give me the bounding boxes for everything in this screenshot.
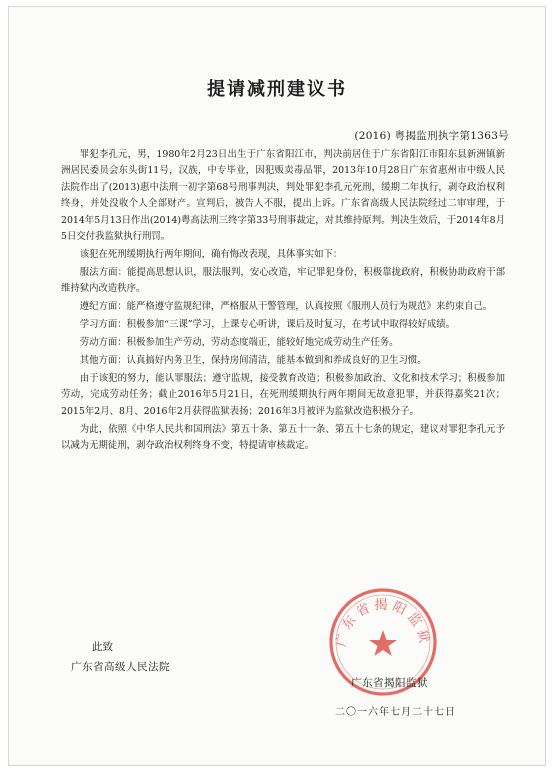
paragraph-study: 学习方面：积极参加“三课”学习，上课专心听讲，课后及时复习，在考试中取得较好成绩。	[79, 319, 456, 331]
seal-text: 广东省揭阳监狱	[334, 598, 432, 649]
document-number: (2016) 粤揭监刑执字第1363号	[354, 130, 509, 142]
paragraph-obedience: 服法方面：能提高思想认识，服法服判，安心改造，牢记罪犯身份，积极靠拢政府，积极协助政府干部维持狱内改造秩序。	[61, 266, 505, 295]
document-body	[61, 147, 505, 456]
paragraph-labor: 劳动方面：积极参加生产劳动，劳动态度端正，能较好地完成劳动生产任务。	[79, 336, 399, 348]
paragraph-summary: 由于该犯的努力，能认罪服法；遵守监规，接受教育改造；积极参加政治、文化和技术学习；积极参加劳动，完成劳动任务；截止2016年5月21日，在死刑缓期执行两年期间无故意犯罪，并获得嘉奖21次；2015年2月、8月、2016年2月获得监狱表扬；2016年3月被评为监狱改造积极分子。	[61, 372, 505, 417]
addressee: 广东省高级人民法院	[71, 661, 170, 673]
paragraph-recommendation: 为此，依照《中华人民共和国刑法》第五十条、第五十一条、第五十七条的规定，建议对罪犯李孔元予以减为无期徒刑，剥夺政治权利终身不变，特提请审核裁定。	[61, 423, 505, 451]
signer-name: 广东省揭阳监狱	[351, 677, 428, 689]
document-title: 提请减刑建议书	[207, 79, 347, 100]
document-date: 二〇一六年七月二十七日	[335, 707, 456, 718]
paragraph-case-facts: 罪犯李孔元，男，1980年2月23日出生于广东省阳江市，判决前居住于广东省阳江市阳东县新洲镇新洲居民委员会东头街11号，汉族，中专毕业，因犯贩卖毒品罪，2013年10月28日广东省惠州市中级人民法院作出了(2013)惠中法刑一初字第68号刑事判决，判处罪犯李孔元死刑，缓期二年执行，剥夺政治权利终身，并处没收个人全部财产。宣判后，被告人不服，提出上诉。广东省高级人民法院经过二审审理，于2014年5月13日作出(2014)粤高法刑三终字第33号刑事裁定，对其维持原判。判决生效后，于2014年8月5日交付我监狱执行刑罚。	[61, 149, 505, 243]
paragraph-other: 其他方面：认真搞好内务卫生，保持房间清洁，能基本做到和养成良好的卫生习惯。	[79, 354, 427, 366]
document-page	[8, 6, 546, 766]
paragraph-intro: 该犯在死刑缓期执行两年期间，确有悔改表现，具体事实如下：	[79, 248, 343, 260]
paragraph-discipline: 遵纪方面：能严格遵守监规纪律，严格服从干警管理，认真按照《服刑人员行为规范》来约束自己。	[79, 301, 493, 313]
closing-salutation: 此致	[92, 641, 113, 653]
closing-block	[71, 637, 170, 677]
